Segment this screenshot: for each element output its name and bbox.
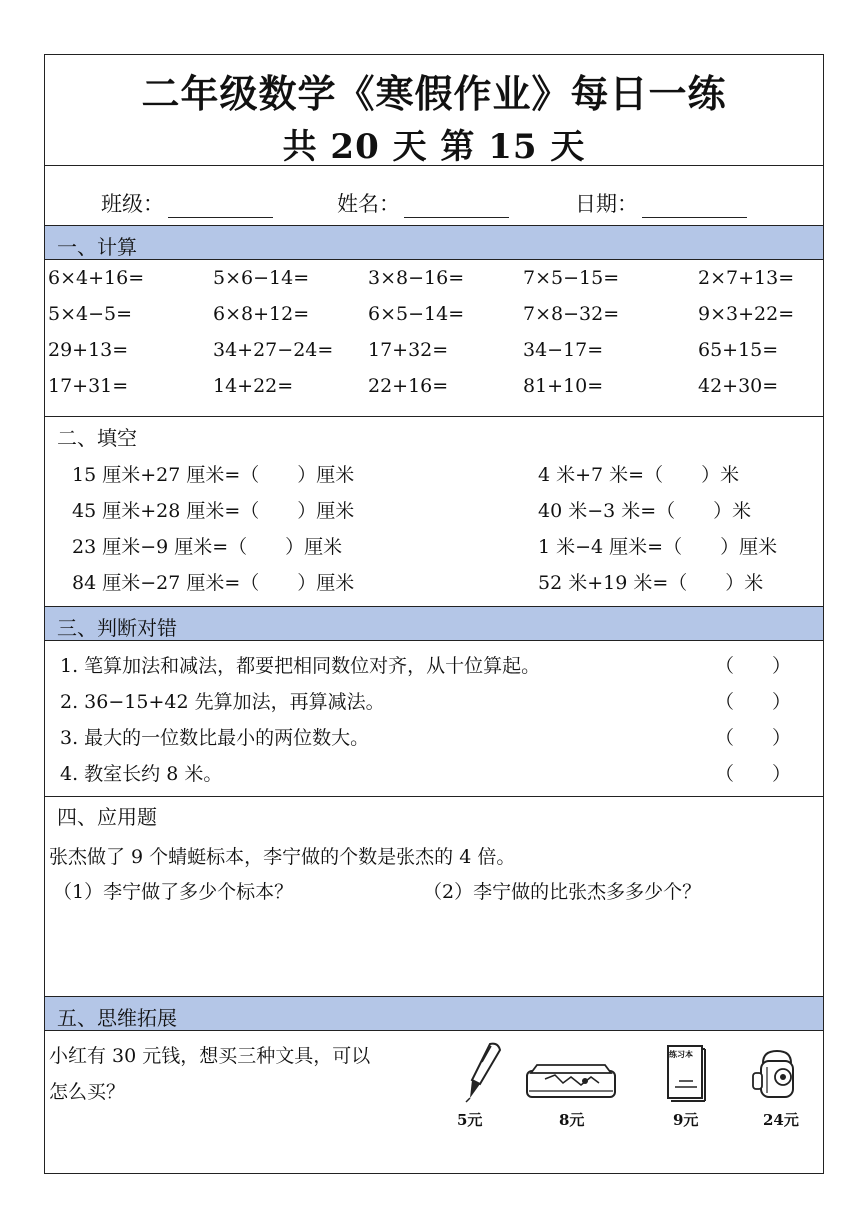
calc-expression: 9×3+22= bbox=[698, 303, 795, 325]
price-label: 24元 bbox=[763, 1111, 799, 1129]
divider bbox=[45, 416, 823, 417]
date-label: 日期： bbox=[575, 192, 638, 216]
pen-icon bbox=[458, 1040, 504, 1104]
calc-expression: 34−17= bbox=[523, 339, 604, 361]
judge-item: 3. 最大的一位数比最小的两位数大。 bbox=[60, 727, 370, 749]
fill-item: 52 米+19 米=（ ）米 bbox=[538, 572, 764, 594]
calc-expression: 6×5−14= bbox=[368, 303, 465, 325]
judge-item: 1. 笔算加法和减法，都要把相同数位对齐，从十位算起。 bbox=[60, 655, 541, 677]
divider bbox=[45, 640, 823, 641]
calc-expression: 42+30= bbox=[698, 375, 779, 397]
section1-header bbox=[45, 226, 823, 259]
judge-item: 2. 36−15+42 先算加法，再算减法。 bbox=[60, 691, 385, 713]
section1-title: 一、计算 bbox=[57, 235, 137, 259]
calc-expression: 2×7+13= bbox=[698, 267, 795, 289]
name-label: 姓名： bbox=[337, 192, 400, 216]
divider bbox=[45, 796, 823, 797]
fill-item: 45 厘米+28 厘米=（ ）厘米 bbox=[72, 500, 355, 522]
answer-paren[interactable]: （ ） bbox=[715, 691, 792, 713]
divider bbox=[45, 1030, 823, 1031]
price-label: 5元 bbox=[457, 1111, 483, 1129]
calc-expression: 5×6−14= bbox=[213, 267, 310, 289]
calc-expression: 22+16= bbox=[368, 375, 449, 397]
section5-header bbox=[45, 997, 823, 1030]
thinking-problem-line1: 小红有 30 元钱，想买三种文具，可以 bbox=[49, 1045, 371, 1067]
word-problem: 张杰做了 9 个蜻蜓标本，李宁做的个数是张杰的 4 倍。 bbox=[49, 846, 516, 868]
worksheet-title: 二年级数学《寒假作业》每日一练 bbox=[141, 71, 727, 116]
calc-expression: 6×4+16= bbox=[48, 267, 145, 289]
section5-title: 五、思维拓展 bbox=[57, 1006, 177, 1030]
backpack-icon bbox=[751, 1045, 803, 1101]
price-label: 8元 bbox=[559, 1111, 585, 1129]
class-field[interactable] bbox=[101, 188, 273, 218]
divider bbox=[45, 259, 823, 260]
price-label: 9元 bbox=[673, 1111, 699, 1129]
calc-expression: 6×8+12= bbox=[213, 303, 310, 325]
judge-item: 4. 教室长约 8 米。 bbox=[60, 763, 223, 785]
date-field[interactable] bbox=[575, 188, 747, 218]
section2-title: 二、填空 bbox=[57, 426, 137, 450]
worksheet-frame bbox=[44, 54, 824, 1174]
calc-expression: 17+31= bbox=[48, 375, 129, 397]
calc-expression: 29+13= bbox=[48, 339, 129, 361]
class-blank[interactable] bbox=[168, 197, 273, 218]
worksheet-subtitle: 共 20 天 第 15 天 bbox=[282, 127, 586, 167]
calc-expression: 81+10= bbox=[523, 375, 604, 397]
calc-expression: 17+32= bbox=[368, 339, 449, 361]
section4-title: 四、应用题 bbox=[57, 805, 157, 829]
section3-title: 三、判断对错 bbox=[57, 616, 177, 640]
calc-expression: 14+22= bbox=[213, 375, 294, 397]
notebook-cover-text: 练习本 bbox=[669, 1049, 693, 1059]
calc-expression: 5×4−5= bbox=[48, 303, 133, 325]
fill-item: 40 米−3 米=（ ）米 bbox=[538, 500, 752, 522]
calc-expression: 65+15= bbox=[698, 339, 779, 361]
fill-item: 4 米+7 米=（ ）米 bbox=[538, 464, 740, 486]
question-2: （2）李宁做的比张杰多多少个？ bbox=[423, 881, 702, 903]
fill-item: 84 厘米−27 厘米=（ ）厘米 bbox=[72, 572, 355, 594]
name-field[interactable] bbox=[337, 188, 509, 218]
fill-item: 1 米−4 厘米=（ ）厘米 bbox=[538, 536, 778, 558]
fill-item: 23 厘米−9 厘米=（ ）厘米 bbox=[72, 536, 343, 558]
answer-paren[interactable]: （ ） bbox=[715, 727, 792, 749]
name-blank[interactable] bbox=[404, 197, 509, 218]
question-1: （1）李宁做了多少个标本？ bbox=[53, 881, 294, 903]
thinking-problem-line2: 怎么买？ bbox=[49, 1081, 126, 1103]
date-blank[interactable] bbox=[642, 197, 747, 218]
calc-expression: 7×5−15= bbox=[523, 267, 620, 289]
divider bbox=[45, 165, 823, 166]
fill-item: 15 厘米+27 厘米=（ ）厘米 bbox=[72, 464, 355, 486]
calc-expression: 3×8−16= bbox=[368, 267, 465, 289]
class-label: 班级： bbox=[101, 192, 164, 216]
answer-paren[interactable]: （ ） bbox=[715, 763, 792, 785]
section3-header bbox=[45, 607, 823, 640]
answer-paren[interactable]: （ ） bbox=[715, 655, 792, 677]
calc-expression: 7×8−32= bbox=[523, 303, 620, 325]
calc-expression: 34+27−24= bbox=[213, 339, 334, 361]
pencil-case-icon bbox=[525, 1061, 619, 1103]
